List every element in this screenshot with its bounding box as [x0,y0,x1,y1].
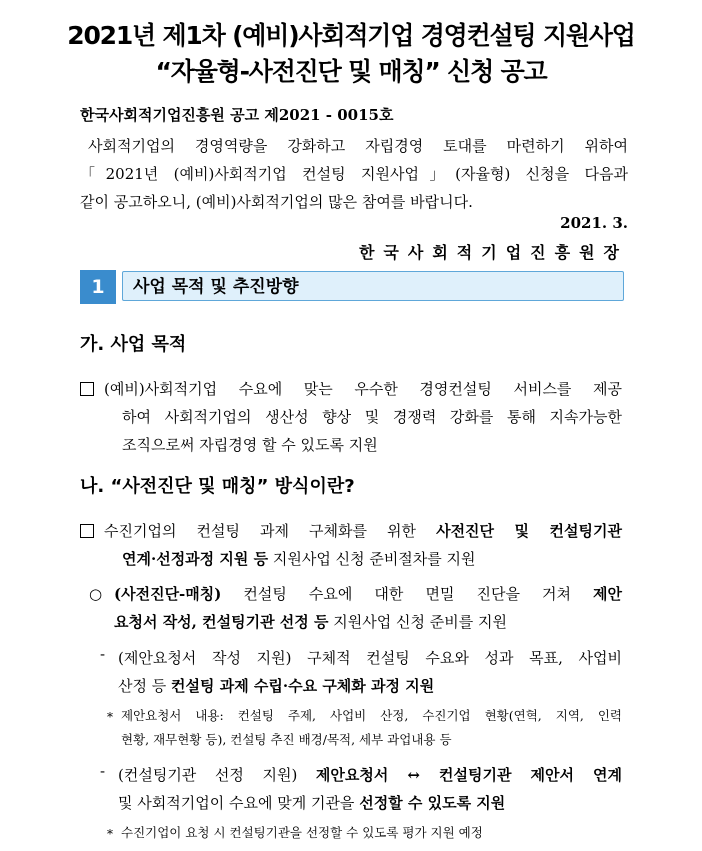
method-circle-line1 [114,580,622,608]
notice-number: 한국사회적기업진흥원 공고 제2021 - 0015호 [80,106,394,124]
notice-date: 2021. 3. [560,214,628,232]
page-title-line2: “자율형-사전진단 및 매칭” 신청 공고 [155,57,547,86]
text-segment: 지원사업 신청 준비를 지원 [328,613,507,631]
method-bullet1-line1 [104,517,622,545]
method-note1-line1: 제안요청서 내용: 컨설팅 주제, 사업비 산정, 수진기업 현황(연혁, 지역, 인력 [121,708,622,723]
asterisk-note-icon: * [107,710,113,724]
text-segment: 컨설팅 수요에 대한 면밀 진단을 거쳐 [221,585,594,603]
text-segment-bold: 컨설팅 과제 수립·수요 구체화 과정 지원 [171,677,435,695]
text-segment: 및 사회적기업이 수요에 맞게 기관을 [118,794,360,812]
checkbox-bullet-icon [80,524,94,538]
method-bullet1-line2 [122,545,622,573]
text-segment: 산정 등 [118,677,172,695]
intro-line1: 사회적기업의 경영역량을 강화하고 자립경영 토대를 마련하기 위하여 [88,137,628,155]
method-dash1-line2 [118,672,622,700]
intro-line3: 같이 공고하오니, (예비)사회적기업의 많은 참여를 바랍니다. [80,193,473,211]
issuing-organization: 한국사회적기업진흥원장 [358,243,628,262]
purpose-line2: 하여 사회적기업의 생산성 향상 및 경쟁력 강화를 통해 지속가능한 [122,408,622,426]
method-dash2-line2 [118,789,622,817]
text-segment-bold: 제안 [593,585,622,603]
dash-bullet-icon: - [100,762,106,780]
text-segment-bold: 선정할 수 있도록 지원 [359,794,506,812]
section-number-badge: 1 [80,270,116,304]
text-segment-bold: 제안요청서 ↔ 컨설팅기관 제안서 연계 [315,766,622,784]
intro-line2: 「2021년 (예비)사회적기업 컨설팅 지원사업」(자율형) 신청을 다음과 [80,165,628,183]
checkbox-bullet-icon [80,382,94,396]
section-title-box [122,271,624,301]
text-segment: 수진기업의 컨설팅 과제 구체화를 위한 [104,522,437,540]
section-title: 사업 목적 및 추진방향 [133,277,299,297]
text-segment-bold: (사전진단-매칭) [114,585,222,603]
heading-purpose: 가. 사업 목적 [80,334,187,355]
circle-bullet-icon: ○ [89,585,103,603]
method-dash2-line1 [118,761,622,789]
method-dash1-line1: (제안요청서 작성 지원) 구체적 컨설팅 수요와 성과 목표, 사업비 [118,649,622,667]
method-circle-line2 [114,608,622,636]
method-note2-line1: 수진기업이 요청 시 컨설팅기관을 선정할 수 있도록 평가 지원 예정 [121,825,483,840]
dash-bullet-icon: - [100,645,106,663]
asterisk-note-icon: * [107,827,113,841]
purpose-line1: (예비)사회적기업 수요에 맞는 우수한 경영컨설팅 서비스를 제공 [104,380,622,398]
text-segment-bold: 사전진단 및 컨설팅기관 [436,522,622,540]
text-segment-bold: 연계·선정과정 지원 등 [122,550,269,568]
page-title-line1: 2021년 제1차 (예비)사회적기업 경영컨설팅 지원사업 [67,21,635,50]
heading-method: 나. “사전진단 및 매칭” 방식이란? [80,476,355,497]
method-note1-line2: 현황, 재무현황 등), 컨설팅 추진 배경/목적, 세부 과업내용 등 [121,732,452,747]
text-segment: (컨설팅기관 선정 지원) [118,766,316,784]
purpose-line3: 조직으로써 자립경영 할 수 있도록 지원 [122,436,378,454]
text-segment-bold: 요청서 작성, 컨설팅기관 선정 등 [114,613,329,631]
text-segment: 지원사업 신청 준비절차를 지원 [268,550,476,568]
